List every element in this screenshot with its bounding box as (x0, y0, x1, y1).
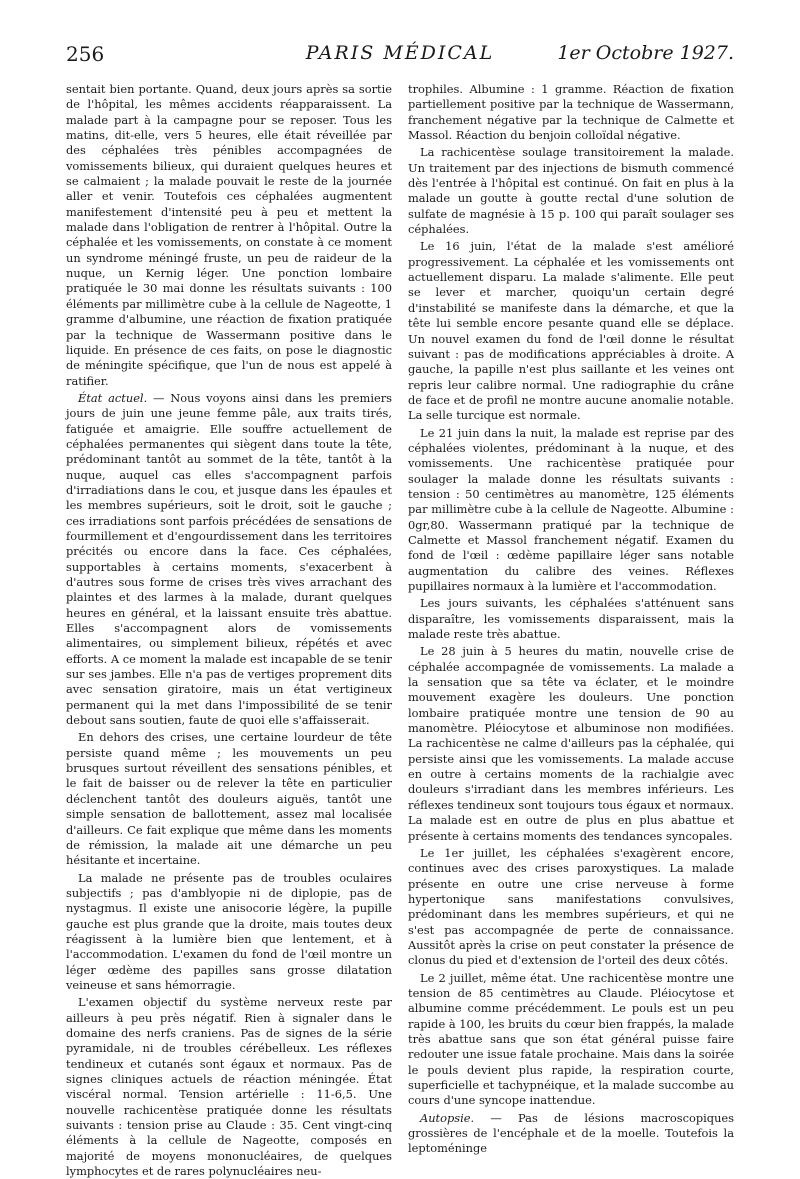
paragraph: trophiles. Albumine : 1 gramme. Réaction de fixation partiellement positive par la technique de Wassermann, franchement négative par la technique de Calmette et Massol. Réaction du benjoin colloïdal négative. (408, 82, 734, 143)
paragraph: Le 16 juin, l'état de la malade s'est amélioré progressivement. La céphalée et les vomissements ont actuellement disparu. La malade s'alimente. Elle peut se lever et marcher, quoiqu'un certain degré d'instabilité se manifeste dans la démarche, et que la tête lui semble encore pesante quand elle se déplace. Un nouvel examen du fond de l'œil donne le résultat suivant : pas de modifications appréciables à droite. A gauche, la papille n'est plus saillante et les veines ont repris leur calibre normal. Une radiographie du crâne de face et de profil ne montre aucune anomalie notable. La selle turcique est normale. (408, 239, 734, 423)
paragraph: sentait bien portante. Quand, deux jours après sa sortie de l'hôpital, les mêmes accidents réapparaissent. La malade part à la campagne pour se reposer. Tous les matins, dit-elle, vers 5 heures, elle était réveillée par des céphalées très pénibles accompagnées de vomissements bilieux, qui duraient quelques heures et se calmaient ; la malade pouvait le reste de la journée aller et venir. Toutefois ces céphalées augmentent manifestement d'intensité peu à peu et mettent la malade dans l'obligation de rentrer à l'hôpital. Outre la céphalée et les vomissements, on constate à ce moment un syndrome méningé fruste, un peu de raideur de la nuque, un Kernig léger. Une ponction lombaire pratiquée le 30 mai donne les résultats suivants : 100 éléments par millimètre cube à la cellule de Nageotte, 1 gramme d'albumine, une réaction de fixation pratiquée par la technique de Wassermann positive dans le liquide. En présence de ces faits, on pose le diagnostic de méningite spécifique, que l'un de nous est appelé à ratifier. (66, 82, 392, 388)
page-number: 256 (66, 42, 105, 66)
section-label: État actuel. (78, 390, 148, 405)
paragraph: La malade ne présente pas de troubles oculaires subjectifs ; pas d'amblyopie ni de diplopie, pas de nystagmus. Il existe une anisocorie légère, la pupille gauche est plus grande que la droite, mais toutes deux réagissent à la lumière bien que lentement, et à l'accommodation. L'examen du fond de l'œil montre un léger œdème des papilles sans grosse dilatation veineuse et sans hémorragie. (66, 870, 392, 992)
paragraph: Les jours suivants, les céphalées s'atténuent sans disparaître, les vomissements disparaissent, mais la malade reste très abattue. (408, 596, 734, 642)
paragraph: Le 28 juin à 5 heures du matin, nouvelle crise de céphalée accompagnée de vomissements. La malade a la sensation que sa tête va éclater, et le moindre mouvement exagère les douleurs. Une ponction lombaire pratiquée montre une tension de 90 au manomètre. Pléiocytose et albuminose non modifiées. La rachicentèse ne calme d'ailleurs pas la céphalée, qui persiste ainsi que les vomissements. La malade accuse en outre à certains moments de la rachialgie avec douleurs s'irradiant dans les membres inférieurs. Les réflexes tendineux sont toujours tous égaux et normaux. La malade est en outre de plus en plus abattue et présente à certains moments des tendances syncopales. (408, 644, 734, 843)
right-column (408, 82, 734, 1157)
paragraph (408, 1111, 734, 1157)
paragraph: La rachicentèse soulage transitoirement la malade. Un traitement par des injections de bismuth commencé dès l'entrée à l'hôpital est continué. On fait en plus à la malade un goutte à goutte rectal d'une solution de sulfate de magnésie à 15 p. 100 qui paraît soulager ses céphalées. (408, 145, 734, 237)
paragraph: En dehors des crises, une certaine lourdeur de tête persiste quand même ; les mouvements un peu brusques surtout réveillent des sensations pénibles, et le fait de baisser ou de relever la tête en particulier déclenchent tantôt des douleurs aiguës, tantôt une simple sensation de ballottement, assez mal localisée d'ailleurs. Ce fait explique que même dans les moments de rémission, la malade ait une démarche un peu hésitante et incertaine. (66, 730, 392, 868)
paragraph: Le 21 juin dans la nuit, la malade est reprise par des céphalées violentes, prédominant à la nuque, et des vomissements. Une rachicentèse pratiquée pour soulager la malade donne les résultats suivants : tension : 50 centimètres au manomètre, 125 éléments par millimètre cube à la cellule de Nageotte. Albumine : 0gr,80. Wassermann pratiqué par la technique de Calmette et Massol franchement négatif. Examen du fond de l'œil : œdème papillaire léger sans notable augmentation du calibre des veines. Réflexes pupillaires normaux à la lumière et l'accommodation. (408, 425, 734, 593)
journal-title: PARIS MÉDICAL (305, 42, 495, 64)
paragraph: Le 2 juillet, même état. Une rachicentèse montre une tension de 85 centimètres au Claude. Pléiocytose et albumine comme précédemment. Le pouls est un peu rapide à 100, les bruits du cœur bien frappés, la malade très abattue sans que son état général puisse faire redouter une issue fatale prochaine. Mais dans la soirée le pouls devient plus rapide, la respiration courte, superficielle et tachypnéique, et la malade succombe au cours d'une syncope inattendue. (408, 970, 734, 1108)
paragraph-text: — Nous voyons ainsi dans les premiers jours de juin une jeune femme pâle, aux traits tirés, fatiguée et amaigrie. Elle souffre actuellement de céphalées permanentes qui siègent dans toute la tête, prédominant tantôt au sommet de la tête, tantôt à la nuque, auquel cas elles s'accompagnent parfois d'irradiations dans le cou, et jusque dans les épaules et les membres supérieurs, soit le droit, soit le gauche ; ces irradiations sont parfois précédées de sensations de fourmillement et d'engourdissement dans les territoires précités ou encore dans la face. Ces céphalées, supportables à certains moments, s'exacerbent à d'autres sous forme de crises très vives arrachant des plaintes et des larmes à la malade, durant quelques heures en général, et la laissant ensuite très abattue. Elles s'accompagnent alors de vomissements alimentaires, ou simplement bilieux, répétés et avec efforts. A ce moment la malade est incapable de se tenir sur ses jambes. Elle n'a pas de vertiges proprement dits avec sensation giratoire, mais un état vertigineux permanent qui la met dans l'impossibilité de se tenir debout sans soutien, faute de quoi elle s'affaisserait. (66, 390, 392, 728)
paragraph (66, 391, 392, 729)
paragraph: L'examen objectif du système nerveux reste par ailleurs à peu près négatif. Rien à signaler dans le domaine des nerfs craniens. Pas de signes de la série pyramidale, ni de troubles cérébelleux. Les réflexes tendineux et cutanés sont égaux et normaux. Pas de signes cliniques actuels de réaction méningée. État viscéral normal. Tension artérielle : 11-6,5. Une nouvelle rachicentèse pratiquée donne les résultats suivants : tension prise au Claude : 35. Cent vingt-cinq éléments à la cellule de Nageotte, composés en majorité de moyens mononucléaires, de quelques lymphocytes et de rares polynucléaires neu- (66, 995, 392, 1179)
section-label: Autopsie. (420, 1110, 475, 1125)
issue-date: 1er Octobre 1927. (557, 42, 734, 64)
left-column (66, 82, 392, 1179)
paragraph: Le 1er juillet, les céphalées s'exagèrent encore, continues avec des crises paroxystiques. La malade présente en outre une crise nerveuse à forme hypertonique sans manifestations convulsives, prédominant dans les membres supérieurs, et qui ne s'est pas accompagnée de perte de connaissance. Aussitôt après la crise on peut constater la présence de clonus du pied et d'extension de l'orteil des deux côtés. (408, 845, 734, 968)
page-header (66, 42, 734, 72)
paragraph-text: — Pas de lésions macroscopiques grossières de l'encéphale et de la moelle. Toutefois la leptoméninge (408, 1110, 734, 1156)
